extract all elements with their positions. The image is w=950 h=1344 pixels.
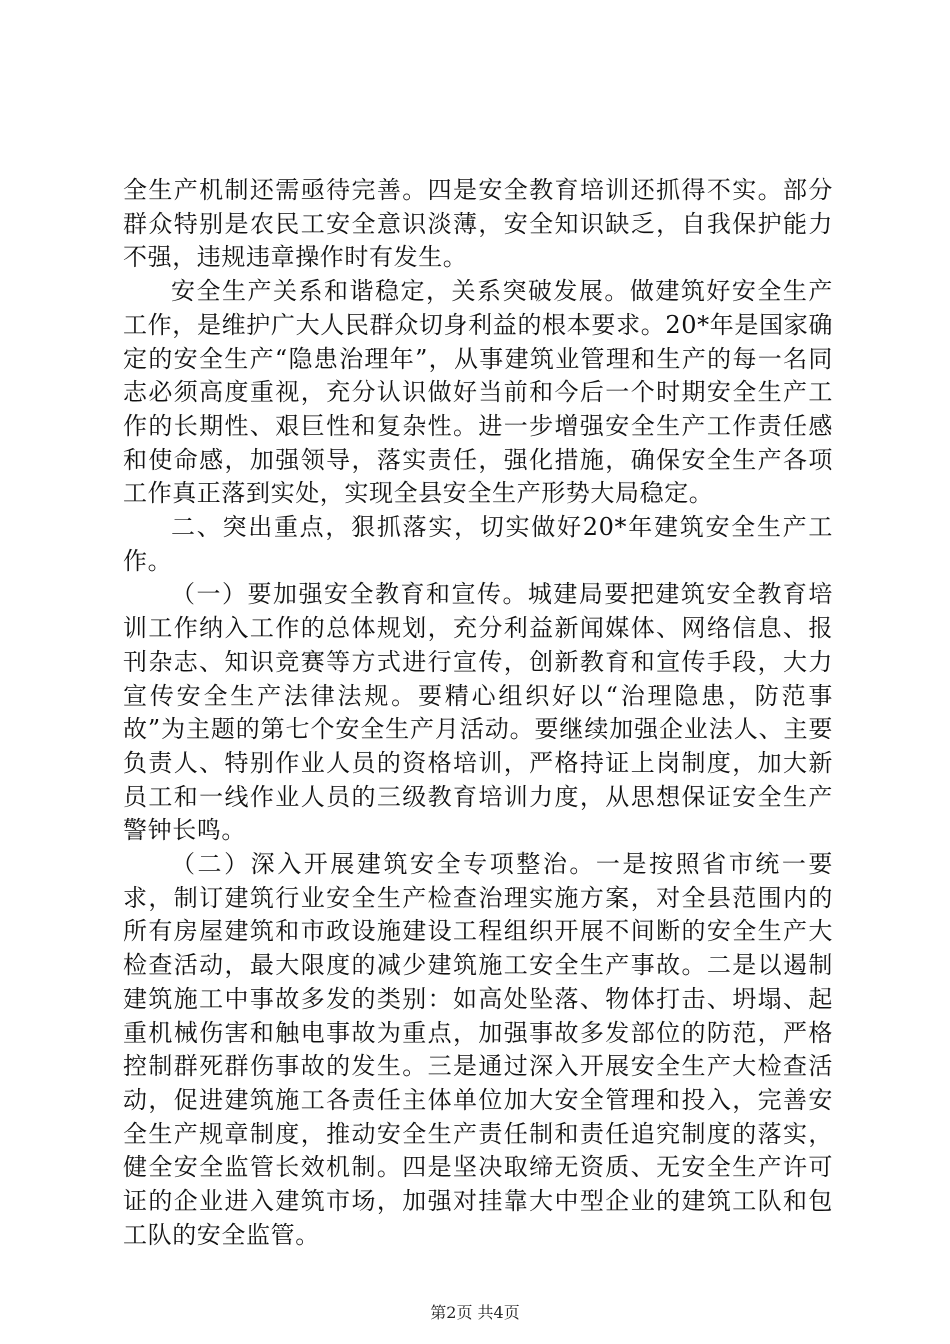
page-number-footer: 第2页 共4页 [430,1303,520,1322]
section-heading-two: 二、突出重点，狠抓落实，切实做好20*年建筑安全生产工作。 [123,513,833,575]
document-body [123,174,833,1253]
paragraph-safety-importance: 安全生产关系和谐稳定，关系突破发展。做建筑好安全生产工作，是维护广大人民群众切身利益的根本要求。20*年是国家确定的安全生产“隐患治理年”，从事建筑业管理和生产的每一名同志必须高度重视，充分认识做好当前和今后一个时期安全生产工作的长期性、艰巨性和复杂性。进一步增强安全生产工作责任感和使命感，加强领导，落实责任，强化措施，确保安全生产各项工作真正落到实处，实现全县安全生产形势大局稳定。 [123,277,833,508]
paragraph-continuation: 全生产机制还需亟待完善。四是安全教育培训还抓得不实。部分群众特别是农民工安全意识淡薄，安全知识缺乏，自我保护能力不强，违规违章操作时有发生。 [123,176,833,272]
paragraph-special-rectification: （二）深入开展建筑安全专项整治。一是按照省市统一要求，制订建筑行业安全生产检查治理实施方案，对全县范围内的所有房屋建筑和市政设施建设工程组织开展不间断的安全生产大检查活动，最大限度的减少建筑施工安全生产事故。二是以遏制建筑施工中事故多发的类别：如高处坠落、物体打击、坍塌、起重机械伤害和触电事故为重点，加强事故多发部位的防范，严格控制群死群伤事故的发生。三是通过深入开展安全生产大检查活动，促进建筑施工各责任主体单位加大安全管理和投入，完善安全生产规章制度，推动安全生产责任制和责任追究制度的落实，健全安全监管长效机制。四是坚决取缔无资质、无安全生产许可证的企业进入建筑市场，加强对挂靠大中型企业的建筑工队和包工队的安全监管。 [123,850,833,1249]
paragraph-education-publicity: （一）要加强安全教育和宣传。城建局要把建筑安全教育培训工作纳入工作的总体规划，充分利益新闻媒体、网络信息、报刊杂志、知识竞赛等方式进行宣传，创新教育和宣传手段，大力宣传安全生产法律法规。要精心组织好以“治理隐患，防范事故”为主题的第七个安全生产月活动。要继续加强企业法人、主要负责人、特别作业人员的资格培训，严格持证上岗制度，加大新员工和一线作业人员的三级教育培训力度，从思想保证安全生产警钟长鸣。 [123,580,833,845]
